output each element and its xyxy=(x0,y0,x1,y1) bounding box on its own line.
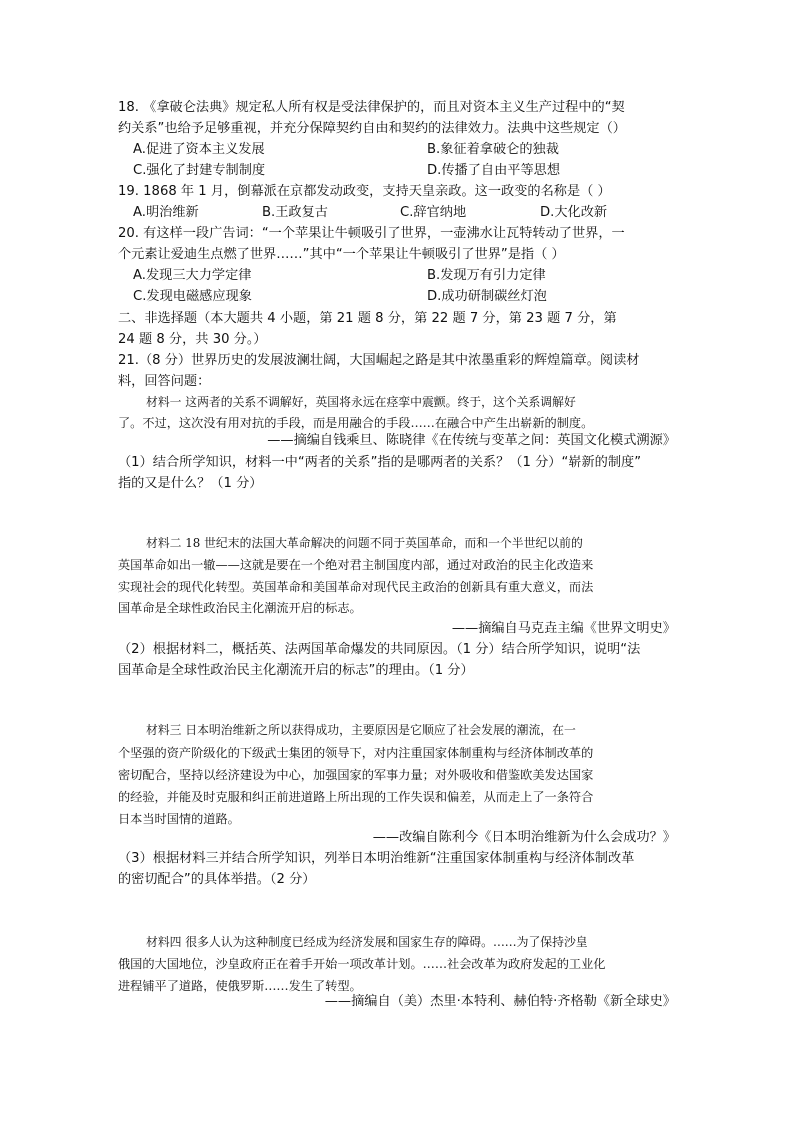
q21-intro-line2: 料，回答问题： xyxy=(118,374,211,389)
material1-source: ——摘编自钱乘旦、陈晓律《在传统与变革之间：英国文化模式溯源》 xyxy=(267,433,676,448)
material2-line4: 国革命是全球性政治民主化潮流开启的标志。 xyxy=(118,601,362,615)
material2-line1: 材料二 18 世纪末的法国大革命解决的问题不同于英国革命，而和一个半世纪以前的 xyxy=(146,536,583,550)
q20-option-c: C.发现电磁感应现象 xyxy=(133,289,252,304)
q19-option-d: D.大化改新 xyxy=(540,205,608,220)
q19-stem: 19. 1868 年 1 月，倒幕派在京都发动政变，支持天皇亲政。这一政变的名称是（ ） xyxy=(118,184,611,199)
section2-heading-line1: 二、非选择题（本大题共 4 小题，第 21 题 8 分，第 22 题 7 分，第 23 题 7 分，第 xyxy=(118,311,617,326)
q18-stem-line1: 18. 《拿破仑法典》规定私人所有权是受法律保护的，而且对资本主义生产过程中的“契 xyxy=(118,100,625,115)
q20-option-d: D.成功研制碳丝灯泡 xyxy=(427,289,547,304)
q18-stem-line2: 约关系”也给予足够重视，并充分保障契约自由和契约的法律效力。法典中这些规定（） xyxy=(118,121,626,136)
subquestion1-line1: （1）结合所学知识，材料一中“两者的关系”指的是哪两者的关系？（1 分）“崭新的制度” xyxy=(118,455,642,470)
q19-option-b: B.王政复古 xyxy=(262,205,328,220)
subquestion1-line2: 指的又是什么？（1 分） xyxy=(118,476,263,491)
material3-line3: 密切配合，坚持以经济建设为中心，加强国家的军事力量；对外吸收和借鉴欧美发达国家 xyxy=(118,768,594,782)
q19-option-a: A.明治维新 xyxy=(133,205,199,220)
q20-stem-line2: 个元素让爱迪生点燃了世界……”其中“一个苹果让牛顿吸引了世界”是指（ ） xyxy=(118,247,565,262)
material1-line1: 材料一 这两者的关系不调解好，英国将永远在痉挛中震颤。终于，这个关系调解好 xyxy=(146,395,576,409)
material1-line2: 了。不过，这次没有用对抗的手段，而是用融合的手段……在融合中产生出崭新的制度。 xyxy=(118,416,594,430)
q18-option-a: A.促进了资本主义发展 xyxy=(133,142,265,157)
material4-line2: 俄国的大国地位，沙皇政府正在着手开始一项改革计划。……社会改革为政府发起的工业化 xyxy=(118,957,606,971)
subquestion3-line1: （3）根据材料三并结合所学知识，列举日本明治维新“注重国家体制重构与经济体制改革 xyxy=(118,851,635,866)
q18-option-b: B.象征着拿破仑的独裁 xyxy=(427,142,559,157)
section2-heading-line2: 24 题 8 分，共 30 分。） xyxy=(118,332,267,347)
material3-source: ——改编自陈利今《日本明治维新为什么会成功？》 xyxy=(372,830,676,845)
material3-line4: 的经验，并能及时克服和纠正前进道路上所出现的工作失误和偏差，从而走上了一条符合 xyxy=(118,790,594,804)
q21-intro-line1: 21.（8 分）世界历史的发展波澜壮阔，大国崛起之路是其中浓墨重彩的辉煌篇章。阅读材 xyxy=(118,353,640,368)
material4-line1: 材料四 很多人认为这种制度已经成为经济发展和国家生存的障碍。……为了保持沙皇 xyxy=(146,935,588,949)
q20-option-b: B.发现万有引力定律 xyxy=(427,268,546,283)
q20-stem-line1: 20. 有这样一段广告词：“一个苹果让牛顿吸引了世界，一壶沸水让瓦特转动了世界，一 xyxy=(118,226,625,241)
material3-line2: 个坚强的资产阶级化的下级武士集团的领导下，对内注重国家体制重构与经济体制改革的 xyxy=(118,746,594,760)
material4-line3: 进程铺平了道路，使俄罗斯……发生了转型。 xyxy=(118,979,362,993)
q18-option-d: D.传播了自由平等思想 xyxy=(427,163,561,178)
subquestion2-line1: （2）根据材料二，概括英、法两国革命爆发的共同原因。（1 分）结合所学知识，说明“法 xyxy=(118,642,641,657)
material4-source: ——摘编自（美）杰里·本特利、赫伯特·齐格勒《新全球史》 xyxy=(324,994,676,1009)
subquestion3-line2: 的密切配合”的具体举措。（2 分） xyxy=(118,872,316,887)
subquestion2-line2: 国革命是全球性政治民主化潮流开启的标志”的理由。（1 分） xyxy=(118,663,474,678)
material3-line5: 日本当时国情的道路。 xyxy=(118,812,240,826)
material2-source: ——摘编自马克垚主编《世界文明史》 xyxy=(451,621,676,636)
material2-line3: 实现社会的现代化转型。英国革命和美国革命对现代民主政治的创新具有重大意义，而法 xyxy=(118,580,594,594)
material3-line1: 材料三 日本明治维新之所以获得成功，主要原因是它顺应了社会发展的潮流，在一 xyxy=(146,723,576,737)
q20-option-a: A.发现三大力学定律 xyxy=(133,268,252,283)
q19-option-c: C.辞官纳地 xyxy=(400,205,467,220)
q18-option-c: C.强化了封建专制制度 xyxy=(133,163,266,178)
material2-line2: 英国革命如出一辙——这就是要在一个绝对君主制国度内部，通过对政治的民主化改造来 xyxy=(118,558,594,572)
